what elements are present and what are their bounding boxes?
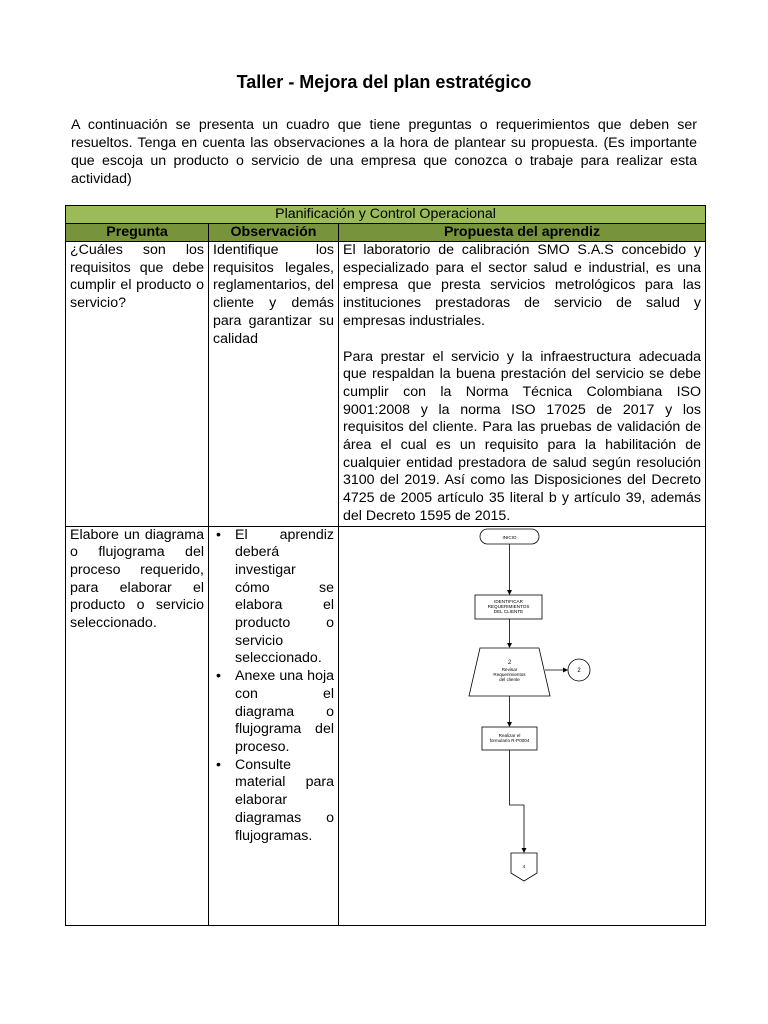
table-row [66, 526, 706, 925]
intro-paragraph: A continuación se presenta un cuadro que tiene preguntas o requerimientos que deben ser resueltos. Tenga en cuenta las observaciones a la hora de plantear su propuesta. (Es importante que escoja un producto o servicio de una empresa que conozca o trabaje para realizar esta actividad) [71, 117, 697, 187]
header-propuesta: Propuesta del aprendiz [339, 224, 706, 242]
flow-review-line3: del cliente [499, 676, 520, 682]
flow-step2-line2: formulario R-P0004 [489, 737, 530, 743]
document-title: Taller - Mejora del plan estratégico [236, 72, 532, 92]
table-row [66, 242, 706, 527]
column-header-row [66, 224, 706, 242]
propuesta-paragraph-2: Para prestar el servicio y la infraestructura adecuada que respaldan la buena prestación del servicio se debe cumplir con la Norma Técnica Colombiana ISO 9001:2008 y la norma ISO 17025 de 2017 y los requisitos del cliente. Para las pruebas de validación de área el cual es un requisito para la habilitación de cualquier entidad prestadora de salud según resolución 3100 del 2019. Así como las Disposiciones del Decreto 4725 de 2005 artículo 35 literal b y artículo 39, además del Decreto 1595 de 2015. [343, 348, 702, 524]
row1-propuesta [339, 242, 706, 527]
row1-pregunta: ¿Cuáles son los requisitos que debe cumplir el producto o servicio? [66, 242, 209, 527]
flow-review-number: 2 [507, 659, 512, 666]
list-item: • Consulte material para elaborar diagramas o flujogramas. [235, 757, 334, 846]
flow-step1-line2: REQUERIMIENTOS [487, 603, 530, 609]
section-header-row [66, 206, 706, 224]
header-observacion: Observación [209, 224, 339, 242]
flow-step1-line1: IDENTIFICAR [494, 598, 523, 604]
flow-review-line2: Requerimientos [493, 671, 526, 677]
flow-step1-line3: DEL CLIENTE [493, 608, 524, 614]
section-title: Planificación y Control Operacional [66, 206, 706, 224]
observation-list [211, 527, 334, 846]
flowchart-cell [339, 526, 706, 925]
flow-step2-line1: Realizar el [498, 732, 521, 738]
row2-observacion [209, 526, 339, 925]
header-pregunta: Pregunta [66, 224, 209, 242]
flow-start-label: INICIO [502, 534, 517, 540]
propuesta-paragraph-1: El laboratorio de calibración SMO S.A.S concebido y especializado para el sector salud e industrial, es una empresa que presta servicios metrológicos para las instituciones prestadoras de servicio de salud y empresas industriales. [343, 242, 702, 329]
planning-table [65, 205, 706, 926]
flowchart-diagram [339, 527, 706, 925]
row2-pregunta: Elabore un diagrama o flujograma del proceso requerido, para elaborar el producto o servicio seleccionado. [66, 526, 209, 925]
flow-offpage-label: 4 [522, 863, 526, 869]
row1-observacion: Identifique los requisitos legales, reglamentarios, del cliente y demás para garantizar su calidad [209, 242, 339, 527]
list-item: • El aprendiz deberá investigar cómo se elabora el producto o servicio seleccionado. [235, 527, 334, 669]
list-item: • Anexe una hoja con el diagrama o flujograma del proceso. [235, 668, 334, 757]
flow-connector-label: 2 [577, 667, 581, 674]
flow-review-line1: Revisar [501, 666, 518, 672]
